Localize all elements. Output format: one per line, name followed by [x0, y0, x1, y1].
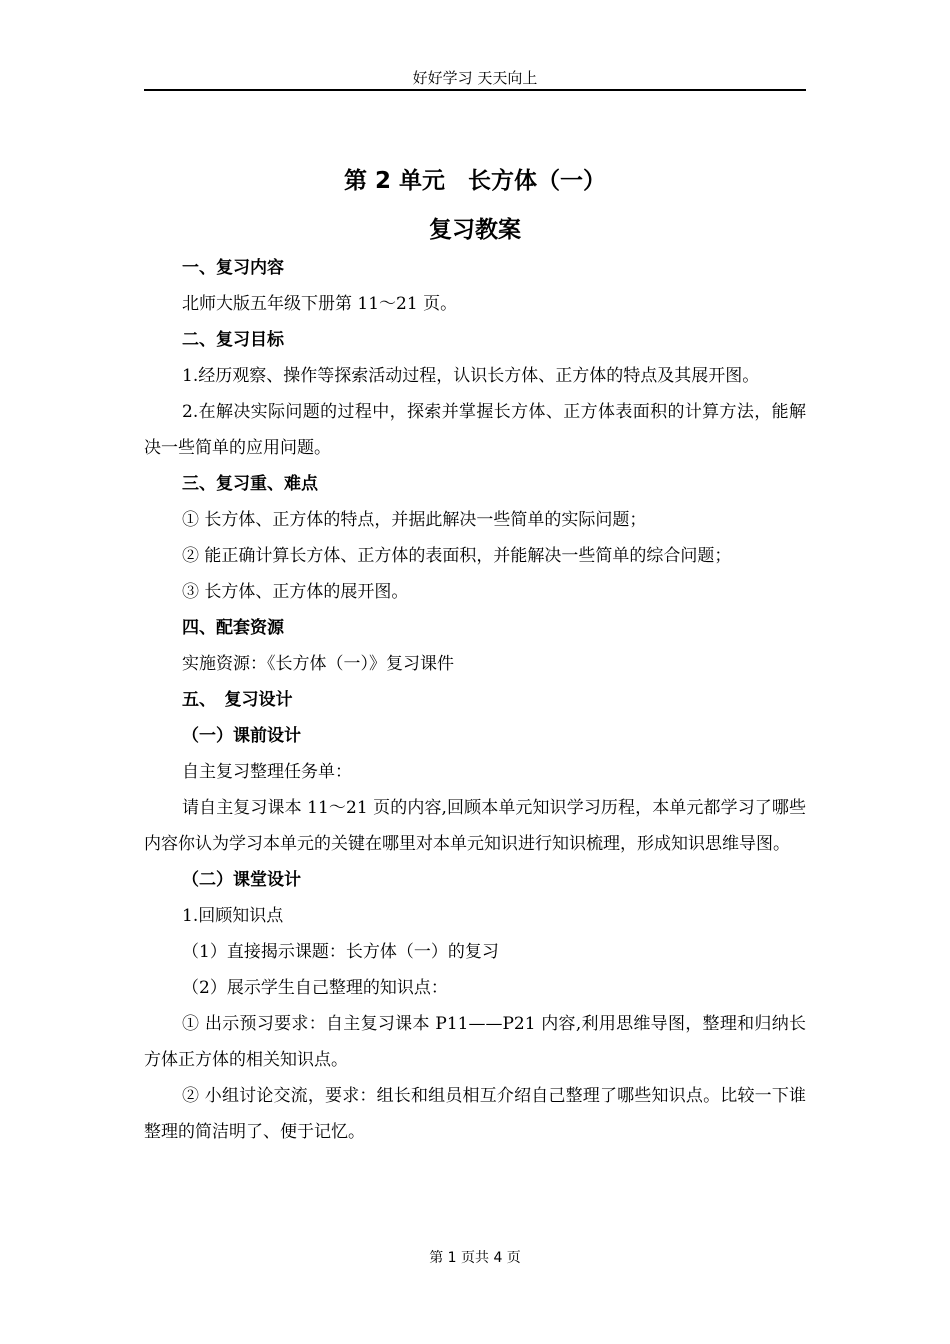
paragraph: 自主复习整理任务单： — [182, 762, 352, 782]
paragraph: 2.在解决实际问题的过程中，探索并掌握长方体、正方体表面积的计算方法，能解决一些简单的应用问题。 — [144, 402, 806, 458]
paragraph: ① 出示预习要求：自主复习课本 P11——P21 内容,利用思维导图，整理和归纳长方体正方体的相关知识点。 — [144, 1014, 806, 1070]
section-heading: 一、复习内容 — [182, 258, 284, 278]
paragraph: 北师大版五年级下册第 11～21 页。 — [182, 294, 458, 314]
section-heading: 四、配套资源 — [182, 618, 284, 638]
document-body — [144, 250, 806, 1150]
subsection-heading: （二）课堂设计 — [182, 870, 301, 890]
page-header: 好好学习 天天向上 — [412, 69, 538, 87]
paragraph: ③ 长方体、正方体的展开图。 — [182, 582, 409, 602]
paragraph: ② 小组讨论交流，要求：组长和组员相互介绍自己整理了哪些知识点。比较一下谁整理的简洁明了、便于记忆。 — [144, 1086, 806, 1142]
document-title: 复习教案 — [429, 217, 521, 243]
paragraph: 实施资源：《长方体（一）》复习课件 — [182, 654, 454, 674]
paragraph: ① 长方体、正方体的特点，并据此解决一些简单的实际问题； — [182, 510, 647, 530]
header-divider — [144, 89, 806, 91]
section-heading: 五、 复习设计 — [182, 690, 293, 710]
paragraph: 1.回顾知识点 — [182, 906, 284, 926]
page-number: 第 1 页共 4 页 — [429, 1250, 521, 1266]
paragraph: （2）展示学生自己整理的知识点： — [182, 978, 448, 998]
paragraph: 请自主复习课本 11～21 页的内容,回顾本单元知识学习历程，本单元都学习了哪些内容你认为学习本单元的关键在哪里对本单元知识进行知识梳理，形成知识思维导图。 — [144, 798, 806, 854]
paragraph: 1.经历观察、操作等探索活动过程，认识长方体、正方体的特点及其展开图。 — [182, 366, 760, 386]
section-heading: 二、复习目标 — [182, 330, 284, 350]
unit-title: 第 2 单元 长方体（一） — [343, 168, 607, 194]
section-heading: 三、复习重、难点 — [182, 474, 318, 494]
paragraph: ② 能正确计算长方体、正方体的表面积，并能解决一些简单的综合问题； — [182, 546, 732, 566]
subsection-heading: （一）课前设计 — [182, 726, 301, 746]
paragraph: （1）直接揭示课题：长方体（一）的复习 — [182, 942, 499, 962]
